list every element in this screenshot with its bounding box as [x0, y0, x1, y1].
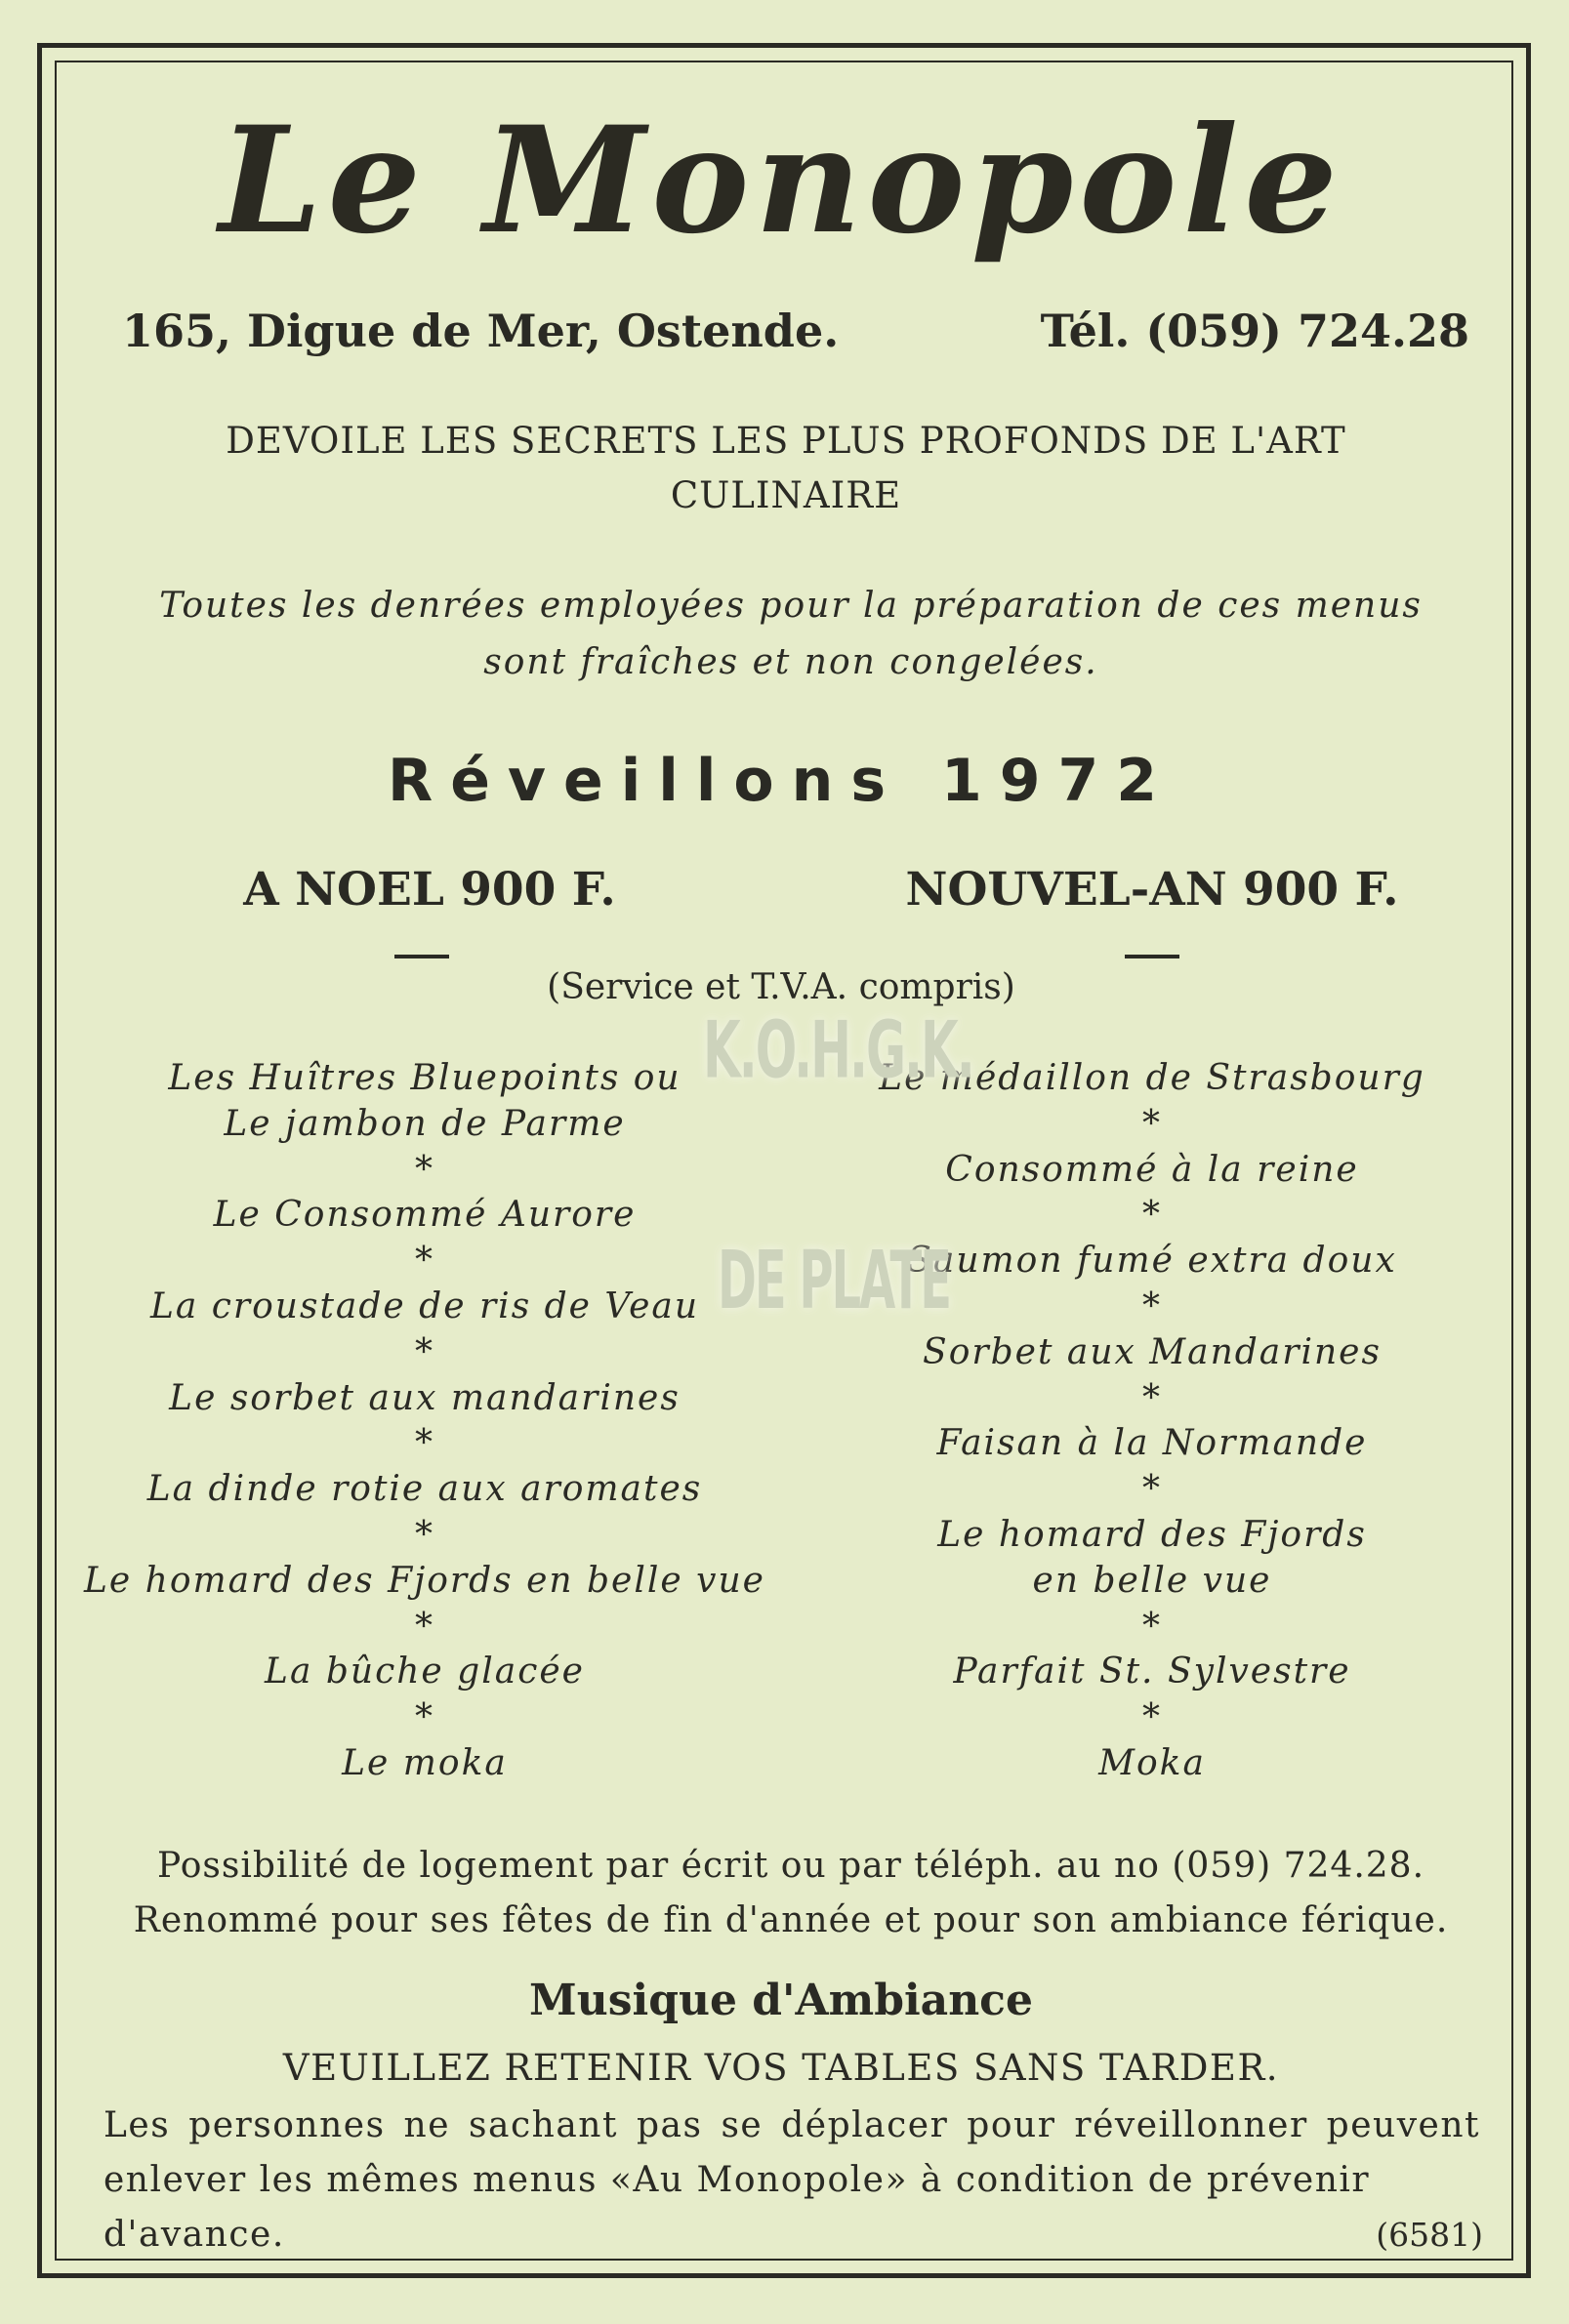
takeaway-text: Les personnes ne sachant pas se déplacer pour réveillonner peuvent enlever les mêmes menus «Au Monopole» à condition de prévenir [103, 2105, 1480, 2200]
nouvel-an-separator: * [1142, 1103, 1162, 1144]
nouvel-an-separator: * [1142, 1697, 1162, 1738]
nouvel-an-menu [849, 1056, 1455, 1787]
reference-number: (6581) [1376, 2216, 1483, 2254]
nouvel-an-dish: Faisan à la Normande [936, 1423, 1368, 1464]
noel-dish: Le sorbet aux mandarines [169, 1377, 681, 1418]
noel-separator: * [415, 1241, 434, 1282]
nouvel-an-divider [1125, 955, 1179, 958]
noel-dish: Le moka [342, 1742, 508, 1783]
noel-dish: Les Huîtres Bluepoints ou [168, 1058, 681, 1098]
restaurant-name: Le Monopole [219, 95, 1343, 266]
nouvel-an-separator: * [1142, 1195, 1162, 1236]
nouvel-an-price: NOUVEL-AN 900 F. [905, 863, 1399, 917]
nouvel-an-dish: Consommé à la reine [945, 1149, 1359, 1190]
nouvel-an-dish: en belle vue [1032, 1560, 1272, 1601]
nouvel-an-dish: Sorbet aux Mandarines [923, 1331, 1382, 1372]
nouvel-an-dish: Parfait St. Sylvestre [953, 1651, 1351, 1692]
noel-separator: * [415, 1331, 434, 1372]
nouvel-an-dish: Saumon fumé extra doux [907, 1241, 1397, 1282]
lodging-line: Possibilité de logement par écrit ou par téléph. au no (059) 724.28. [156, 1846, 1425, 1886]
nouvel-an-dish: Le médaillon de Strasbourg [879, 1058, 1425, 1098]
renown-line: Renommé pour ses fêtes de fin d'année et pour son ambiance férique. [133, 1900, 1449, 1940]
watermark-stamp-2: DE PLATE [718, 1235, 951, 1328]
noel-dish: La bûche glacée [265, 1651, 585, 1692]
nouvel-an-separator: * [1142, 1606, 1162, 1647]
noel-dish: Le homard des Fjords en belle vue [84, 1560, 765, 1601]
nouvel-an-separator: * [1142, 1377, 1162, 1418]
noel-separator: * [415, 1149, 434, 1190]
reveillons-heading: Réveillons 1972 [388, 747, 1175, 815]
noel-dish: La croustade de ris de Veau [149, 1285, 700, 1326]
noel-menu [59, 1056, 791, 1787]
note-line-1: Toutes les denrées employées pour la préparation de ces menus [159, 586, 1423, 626]
noel-price: A NOEL 900 F. [243, 863, 616, 917]
noel-dish: La dinde rotie aux aromates [146, 1469, 703, 1510]
note-line-2: sont fraîches et non congelées. [483, 642, 1098, 682]
noel-divider [394, 955, 449, 958]
nouvel-an-separator: * [1142, 1285, 1162, 1326]
service-note: (Service et T.V.A. compris) [547, 967, 1015, 1007]
phone: Tél. (059) 724.28 [1040, 305, 1469, 357]
noel-separator: * [415, 1697, 434, 1738]
nouvel-an-dish: Le homard des Fjords [937, 1514, 1367, 1555]
takeaway-end: d'avance. [103, 2215, 285, 2255]
footer-info [78, 1839, 1504, 1948]
noel-separator: * [415, 1514, 434, 1555]
nouvel-an-separator: * [1142, 1469, 1162, 1510]
noel-separator: * [415, 1423, 434, 1464]
watermark-stamp-1: K.O.H.G.K. [703, 1005, 973, 1096]
freshness-note [93, 578, 1489, 691]
noel-separator: * [415, 1606, 434, 1647]
noel-dish: Le jambon de Parme [224, 1103, 626, 1144]
noel-dish: Le Consommé Aurore [213, 1195, 637, 1236]
music-heading: Musique d'Ambiance [529, 1976, 1033, 2025]
tagline: DEVOILE LES SECRETS LES PLUS PROFONDS DE L'ART CULINAIRE [226, 420, 1346, 516]
reserve-line: VEUILLEZ RETENIR VOS TABLES SANS TARDER. [282, 2047, 1280, 2089]
nouvel-an-dish: Moka [1098, 1742, 1206, 1783]
address: 165, Digue de Mer, Ostende. [122, 305, 840, 357]
